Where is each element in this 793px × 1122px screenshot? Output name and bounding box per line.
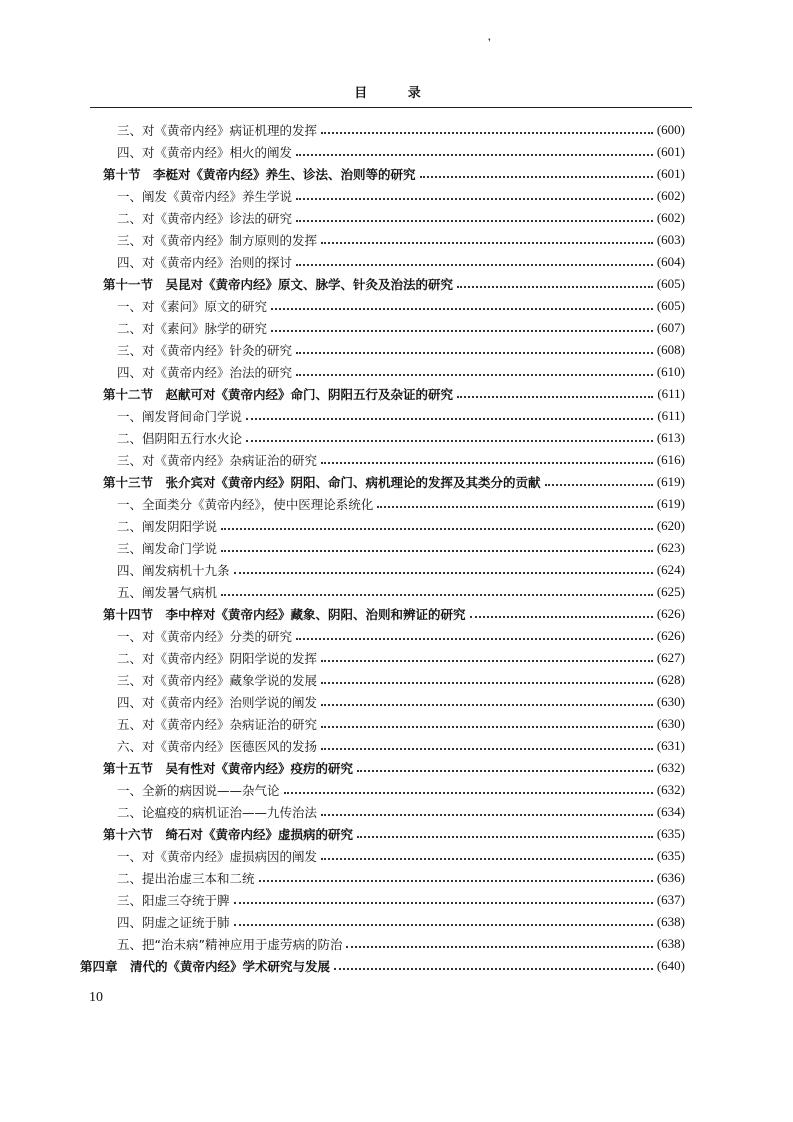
toc-item[interactable]: [117, 846, 685, 866]
toc-entry-page: (626): [656, 628, 685, 643]
dot-leader: [234, 902, 653, 904]
dot-leader: [296, 352, 653, 354]
toc-entry-title: 第十六节 绮石对《黄帝内经》虚损病的研究: [103, 827, 354, 842]
toc-entry-title: 一、阐发《黄帝内经》养生学说: [117, 189, 293, 204]
toc-item[interactable]: [117, 362, 685, 382]
dot-leader: [221, 594, 653, 596]
toc-entry-page: (624): [656, 562, 685, 577]
toc-item[interactable]: [117, 406, 685, 426]
dot-leader: [296, 374, 653, 376]
toc-entry-page: (600): [656, 122, 685, 137]
dot-leader: [321, 132, 653, 134]
toc-entry-page: (619): [656, 496, 685, 511]
toc-entry-title: 五、阐发暑气病机: [117, 585, 218, 600]
dot-leader: [457, 286, 653, 288]
dot-leader: [545, 484, 653, 486]
toc-item[interactable]: [117, 428, 685, 448]
dot-leader: [377, 506, 653, 508]
toc-item[interactable]: [117, 648, 685, 668]
toc-entry-title: 第十节 李梃对《黄帝内经》养生、诊法、治则等的研究: [103, 167, 416, 182]
toc-entry-page: (628): [656, 672, 685, 687]
toc-item[interactable]: [117, 318, 685, 338]
toc-entry-page: (638): [656, 936, 685, 951]
toc-entry-title: 四、对《黄帝内经》治则的探讨: [117, 255, 293, 270]
dot-leader: [296, 638, 653, 640]
toc-item[interactable]: [117, 670, 685, 690]
toc-entry-page: (625): [656, 584, 685, 599]
dot-leader: [271, 308, 653, 310]
dot-leader: [271, 330, 653, 332]
toc-entry-page: (608): [656, 342, 685, 357]
toc-entry-page: (630): [656, 716, 685, 731]
toc-entry-title: 五、对《黄帝内经》杂病证治的研究: [117, 717, 318, 732]
toc-entry-title: 三、对《黄帝内经》针灸的研究: [117, 343, 293, 358]
dot-leader: [234, 572, 653, 574]
toc-entry-page: (602): [656, 188, 685, 203]
toc-item[interactable]: [117, 252, 685, 272]
toc-item[interactable]: [117, 494, 685, 514]
dot-leader: [246, 440, 653, 442]
toc-item[interactable]: [117, 450, 685, 470]
toc-item[interactable]: [117, 912, 685, 932]
dot-leader: [457, 396, 653, 398]
dot-leader: [321, 462, 653, 464]
toc-entry-title: 三、对《黄帝内经》病证机理的发挥: [117, 123, 318, 138]
toc-item[interactable]: [117, 296, 685, 316]
toc-item[interactable]: [117, 934, 685, 954]
toc-entry-title: 三、阳虚三夺统于脾: [117, 893, 230, 908]
dot-leader: [334, 968, 653, 970]
toc-entry-title: 三、对《黄帝内经》藏象学说的发展: [117, 673, 318, 688]
toc-entry-page: (613): [656, 430, 685, 445]
toc-item[interactable]: [117, 890, 685, 910]
toc-entry-page: (630): [656, 694, 685, 709]
toc-entry-page: (601): [656, 144, 685, 159]
toc-entry-title: 二、阐发阴阳学说: [117, 519, 218, 534]
toc-entry-page: (610): [656, 364, 685, 379]
toc-item[interactable]: [117, 582, 685, 602]
toc-entry-title: 四、对《黄帝内经》相火的阐发: [117, 145, 293, 160]
dot-leader: [296, 220, 653, 222]
toc-entry-page: (616): [656, 452, 685, 467]
toc-item[interactable]: [117, 516, 685, 536]
toc-entry-title: 一、全面类分《黄帝内经》，使中医理论系统化: [117, 497, 374, 512]
dot-leader: [321, 242, 653, 244]
dot-leader: [321, 748, 653, 750]
toc-entry-title: 六、对《黄帝内经》医德医风的发扬: [117, 739, 318, 754]
toc-entry-page: (605): [656, 298, 685, 313]
toc-entry-title: 第十一节 吴昆对《黄帝内经》原文、脉学、针灸及治法的研究: [103, 277, 454, 292]
toc-item[interactable]: [117, 560, 685, 580]
toc-item[interactable]: [117, 802, 685, 822]
dot-leader: [321, 704, 653, 706]
toc-entry-title: 二、对《黄帝内经》阴阳学说的发挥: [117, 651, 318, 666]
toc-entry-page: (620): [656, 518, 685, 533]
toc-entry-page: (640): [656, 958, 685, 973]
toc-entry-page: (635): [656, 848, 685, 863]
dot-leader: [284, 792, 653, 794]
toc-entry-page: (637): [656, 892, 685, 907]
toc-section[interactable]: [103, 824, 685, 844]
toc-item[interactable]: [117, 208, 685, 228]
dot-leader: [321, 814, 653, 816]
toc-entry-page: (605): [656, 276, 685, 291]
toc-entry-title: 第十二节 赵献可对《黄帝内经》命门、阴阳五行及杂证的研究: [103, 387, 454, 402]
toc-item[interactable]: [117, 692, 685, 712]
toc-entry-title: 第四章 清代的《黄帝内经》学术研究与发展: [80, 959, 331, 974]
toc-entry-page: (626): [656, 606, 685, 621]
page-number: 10: [89, 990, 103, 1005]
toc-section[interactable]: [103, 164, 685, 184]
toc-entry-title: 二、倡阴阳五行水火论: [117, 431, 243, 446]
toc-section[interactable]: [103, 604, 685, 624]
toc-entry-title: 三、阐发命门学说: [117, 541, 218, 556]
toc-entry-page: (635): [656, 826, 685, 841]
toc-entry-title: 四、阴虚之证统于肺: [117, 915, 230, 930]
toc-entry-page: (611): [657, 386, 685, 401]
toc-entry-page: (619): [656, 474, 685, 489]
toc-entry-title: 二、提出治虚三本和二统: [117, 871, 255, 886]
toc-entry-title: 第十五节 吴有性对《黄帝内经》疫疠的研究: [103, 761, 354, 776]
page-title: 目 录: [354, 86, 439, 101]
toc-entry-title: 一、阐发肾间命门学说: [117, 409, 243, 424]
toc-entry-page: (632): [656, 760, 685, 775]
toc-item[interactable]: [117, 868, 685, 888]
toc-item[interactable]: [117, 780, 685, 800]
toc-entry-title: 第十四节 李中梓对《黄帝内经》藏象、阴阳、治则和辨证的研究: [103, 607, 466, 622]
toc-item[interactable]: [117, 538, 685, 558]
toc-section[interactable]: [103, 384, 685, 404]
toc-entry-page: (632): [656, 782, 685, 797]
dot-leader: [221, 528, 653, 530]
dot-leader: [420, 176, 653, 178]
toc-section[interactable]: [103, 274, 685, 294]
toc-item[interactable]: [117, 120, 685, 140]
dot-leader: [321, 858, 653, 860]
toc-entry-title: 三、对《黄帝内经》杂病证治的研究: [117, 453, 318, 468]
dot-leader: [296, 264, 653, 266]
toc-entry-page: (623): [656, 540, 685, 555]
dot-leader: [234, 924, 653, 926]
dot-leader: [346, 946, 652, 948]
toc-item[interactable]: [117, 736, 685, 756]
dot-leader: [296, 198, 653, 200]
toc-entry-title: 一、对《黄帝内经》虚损病因的阐发: [117, 849, 318, 864]
header-rule: [90, 107, 692, 108]
toc-entry-page: (631): [656, 738, 685, 753]
toc-entry-title: 三、对《黄帝内经》制方原则的发挥: [117, 233, 318, 248]
toc-entry-title: 二、对《素问》脉学的研究: [117, 321, 268, 336]
dot-leader: [357, 770, 653, 772]
toc-item[interactable]: [117, 142, 685, 162]
toc-entry-page: (601): [656, 166, 685, 181]
toc-entry-title: 一、对《素问》原文的研究: [117, 299, 268, 314]
toc-entry-title: 第十三节 张介宾对《黄帝内经》阴阳、命门、病机理论的发挥及其类分的贡献: [103, 475, 541, 490]
dot-leader: [321, 682, 653, 684]
toc-section[interactable]: [103, 758, 685, 778]
dot-leader: [296, 154, 653, 156]
toc-entry-page: (607): [656, 320, 685, 335]
dot-leader: [259, 880, 653, 882]
toc-item[interactable]: [117, 186, 685, 206]
dot-leader: [470, 616, 653, 618]
toc-entry-page: (638): [656, 914, 685, 929]
toc-item[interactable]: [117, 230, 685, 250]
toc-entry-title: 四、阐发病机十九条: [117, 563, 230, 578]
toc-item[interactable]: [117, 340, 685, 360]
toc-entry-page: (604): [656, 254, 685, 269]
toc-section[interactable]: [103, 472, 685, 492]
scan-speck: ❜: [488, 38, 491, 48]
toc-entry-title: 五、把“治未病”精神应用于虚劳病的防治: [117, 937, 343, 952]
dot-leader: [246, 418, 653, 420]
dot-leader: [321, 726, 653, 728]
toc-entry-title: 一、全新的病因说——杂气论: [117, 783, 280, 798]
toc-entry-page: (603): [656, 232, 685, 247]
toc-entry-page: (636): [656, 870, 685, 885]
toc-entry-title: 二、对《黄帝内经》诊法的研究: [117, 211, 293, 226]
toc-chapter[interactable]: [80, 956, 685, 976]
toc-entry-title: 四、对《黄帝内经》治则学说的阐发: [117, 695, 318, 710]
dot-leader: [357, 836, 653, 838]
toc-item[interactable]: [117, 626, 685, 646]
toc-item[interactable]: [117, 714, 685, 734]
toc-entry-title: 一、对《黄帝内经》分类的研究: [117, 629, 293, 644]
toc-entry-page: (634): [656, 804, 685, 819]
toc-entry-page: (627): [656, 650, 685, 665]
toc-entry-page: (602): [656, 210, 685, 225]
dot-leader: [221, 550, 653, 552]
toc-entry-title: 二、论瘟疫的病机证治——九传治法: [117, 805, 318, 820]
toc-entry-title: 四、对《黄帝内经》治法的研究: [117, 365, 293, 380]
dot-leader: [321, 660, 653, 662]
toc-entry-page: (611): [657, 408, 685, 423]
